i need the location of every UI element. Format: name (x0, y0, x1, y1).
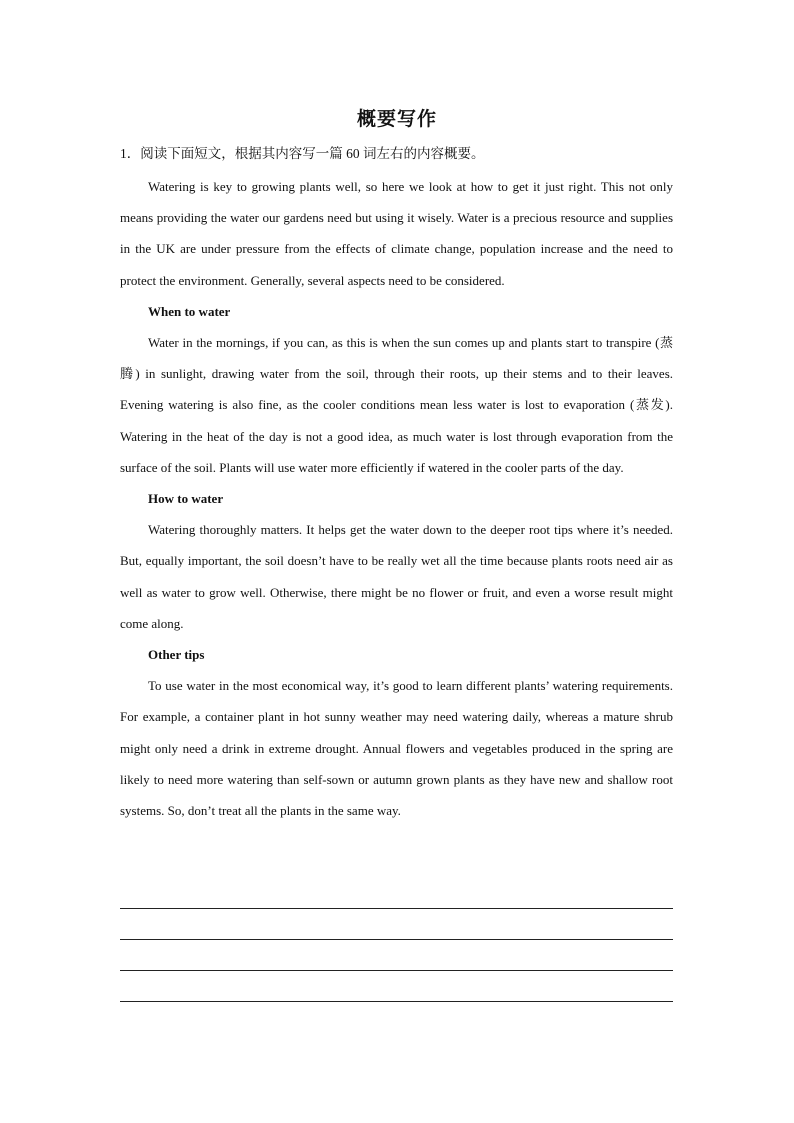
other-paragraph: To use water in the most economical way, it’s good to learn different plants’ watering requirements. For example, a container plant in hot sunny weather may need watering daily, whereas a mature shrub might only need a drink in extreme drought. Annual flowers and vegetables produced in the spring are likely to need more watering than self-sown or autumn grown plants as they have new and shallow root systems. So, don’t treat all the plants in the same way. (120, 678, 673, 819)
question-prompt: 1．阅读下面短文，根据其内容写一篇 60 词左右的内容概要。 (120, 146, 485, 161)
answer-line[interactable] (120, 1001, 673, 1002)
how-paragraph: Watering thoroughly matters. It helps get the water down to the deeper root tips where it’s needed. But, equally important, the soil doesn’t have to be really wet all the time because plants roots need air as well as water to grow well. Otherwise, there might be no flower or fruit, and even a worse result might come along. (120, 522, 673, 631)
answer-area[interactable] (120, 908, 673, 1032)
answer-line[interactable] (120, 970, 673, 971)
answer-line[interactable] (120, 908, 673, 909)
when-paragraph: Water in the mornings, if you can, as this is when the sun comes up and plants start to transpire (蒸腾) in sunlight, drawing water from the soil, through their roots, up their stems and to their leaves. Evening watering is also fine, as the cooler conditions mean less water is lost to evaporation (蒸发). Watering in the heat of the day is not a good idea, as much water is lost through evaporation from the surface of the soil. Plants will use water more efficiently if watered in the cooler parts of the day. (120, 335, 673, 475)
page-title: 概要写作 (356, 109, 437, 130)
section-heading-other: Other tips (148, 647, 205, 663)
section-heading-how: How to water (148, 491, 224, 507)
intro-paragraph: Watering is key to growing plants well, so here we look at how to get it just right. This not only means providing the water our gardens need but using it wisely. Water is a precious resource and supplies in the UK are under pressure from the effects of climate change, population increase and the need to protect the environment. Generally, several aspects need to be considered. (120, 179, 673, 288)
passage (120, 171, 673, 826)
section-heading-when: When to water (148, 303, 231, 319)
answer-line[interactable] (120, 939, 673, 940)
